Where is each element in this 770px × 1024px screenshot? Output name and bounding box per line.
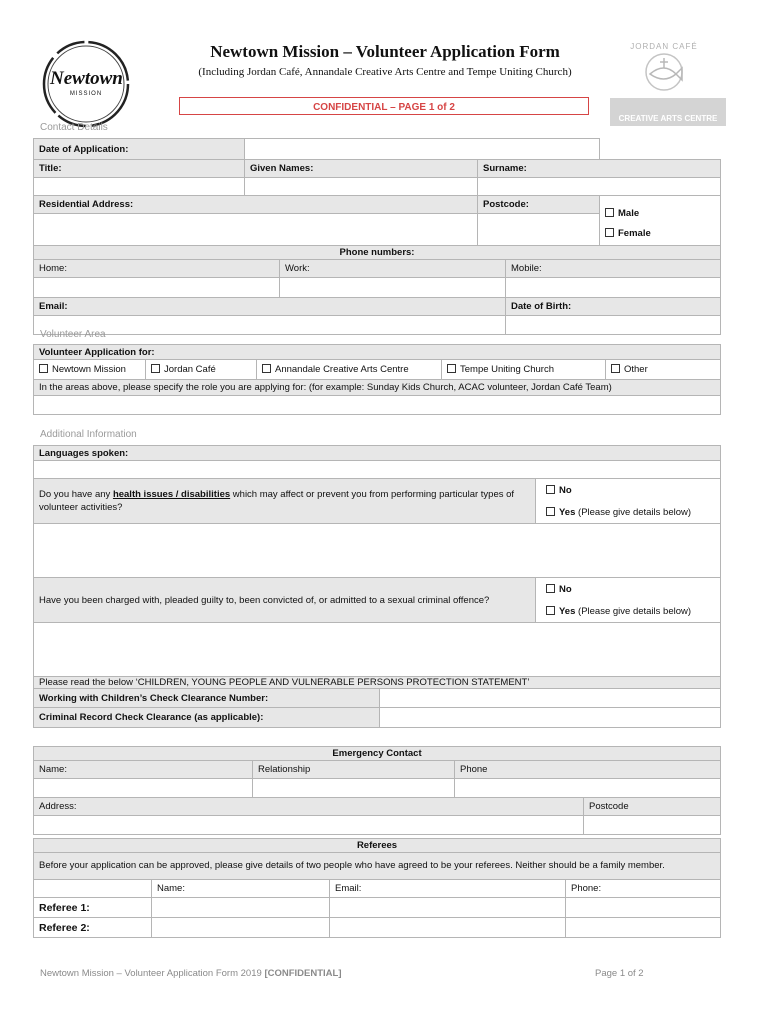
other-checkbox[interactable] [611, 364, 620, 373]
referee-1-phone-field[interactable] [566, 898, 721, 918]
given-names-label: Given Names: [245, 160, 478, 178]
yes-label: Yes [559, 605, 576, 617]
emergency-name-field[interactable] [34, 779, 253, 798]
postcode-label: Postcode: [478, 196, 600, 214]
yes-details-label: (Please give details below) [578, 605, 692, 617]
surname-label: Surname: [478, 160, 721, 178]
residential-address-field[interactable] [34, 214, 478, 246]
title-field[interactable] [34, 178, 245, 196]
logo-left-text: Newtown [50, 68, 123, 89]
charged-yes-checkbox[interactable] [546, 606, 555, 615]
confidential-banner [179, 97, 589, 115]
option-other[interactable] [606, 360, 721, 380]
referee-2-email-field[interactable] [330, 918, 566, 938]
health-question-text: Do you have any [39, 489, 113, 500]
newtown-mission-logo [40, 38, 132, 130]
acac-logo-text: CREATIVE ARTS CENTRE [618, 114, 718, 123]
no-label: No [559, 484, 572, 496]
health-no-checkbox[interactable] [546, 485, 555, 494]
emergency-contact-table [33, 746, 721, 835]
mobile-phone-field[interactable] [506, 278, 721, 298]
emergency-relationship-label: Relationship [253, 761, 455, 779]
option-acac[interactable] [257, 360, 442, 380]
male-option[interactable] [605, 208, 715, 228]
emergency-postcode-label: Postcode [584, 798, 721, 816]
logo-left-subtext: MISSION [69, 91, 103, 97]
date-of-application-field[interactable] [245, 139, 600, 160]
given-names-field[interactable] [245, 178, 478, 196]
section-contact-details: Contact Details [40, 122, 108, 133]
work-phone-label: Work: [280, 260, 506, 278]
footer-left [40, 968, 341, 979]
title-label: Title: [34, 160, 245, 178]
emergency-postcode-field[interactable] [584, 816, 721, 835]
languages-field[interactable] [34, 461, 721, 479]
referees-blank-header [34, 880, 152, 898]
criminal-check-field[interactable] [380, 708, 721, 728]
yes-details-label: (Please give details below) [578, 506, 692, 518]
read-statement: Please read the below ‘CHILDREN, YOUNG PEOPLE AND VULNERABLE PERSONS PROTECTION STATEMENT’ [34, 677, 721, 689]
jordan-cafe-checkbox[interactable] [151, 364, 160, 373]
emergency-heading: Emergency Contact [34, 747, 721, 761]
referee-phone-label: Phone: [566, 880, 721, 898]
application-for-label: Volunteer Application for: [34, 345, 721, 360]
male-checkbox[interactable] [605, 208, 614, 217]
dob-label: Date of Birth: [506, 298, 721, 316]
wwcc-label: Working with Children’s Check Clearance Number: [34, 689, 380, 708]
form-title: Newtown Mission – Volunteer Application Form [210, 42, 560, 61]
jordan-cafe-text: JORDAN CAFÉ [630, 42, 698, 51]
no-label: No [559, 583, 572, 595]
email-label: Email: [34, 298, 506, 316]
female-checkbox[interactable] [605, 228, 614, 237]
male-label: Male [618, 207, 640, 219]
referee-1-email-field[interactable] [330, 898, 566, 918]
referee-1-name-field[interactable] [152, 898, 330, 918]
footer-text: Newtown Mission – Volunteer Application Form 2019 [40, 968, 265, 979]
charged-details-field[interactable] [34, 623, 721, 677]
footer-page-number: Page 1 of 2 [595, 968, 644, 979]
work-phone-field[interactable] [280, 278, 506, 298]
charged-yes-option[interactable] [546, 606, 715, 617]
section-volunteer-area: Volunteer Area [40, 329, 106, 340]
home-phone-field[interactable] [34, 278, 280, 298]
option-label: Annandale Creative Arts Centre [275, 364, 409, 375]
emergency-name-label: Name: [34, 761, 253, 779]
home-phone-label: Home: [34, 260, 280, 278]
referee-2-name-field[interactable] [152, 918, 330, 938]
health-details-field[interactable] [34, 524, 721, 578]
health-yes-checkbox[interactable] [546, 507, 555, 516]
role-field[interactable] [34, 396, 721, 415]
referees-table [33, 838, 721, 938]
acac-logo [610, 98, 726, 126]
role-prompt: In the areas above, please specify the role you are applying for: (for example: Sunday Kids Church, ACAC volunteer, Jordan Café Team) [34, 380, 721, 396]
footer-confidential: [CONFIDENTIAL] [264, 968, 342, 979]
referees-intro: Before your application can be approved, please give details of two people who have agreed to be your referees. Neither should be a family member. [34, 853, 721, 880]
referee-2-phone-field[interactable] [566, 918, 721, 938]
emergency-phone-field[interactable] [455, 779, 721, 798]
health-issues-link: health issues / disabilities [112, 489, 231, 500]
female-option[interactable] [605, 228, 715, 239]
newtown-mission-checkbox[interactable] [39, 364, 48, 373]
tempe-uniting-checkbox[interactable] [447, 364, 456, 373]
languages-label: Languages spoken: [34, 446, 721, 461]
emergency-address-label: Address: [34, 798, 584, 816]
volunteer-area-table [33, 344, 721, 415]
surname-field[interactable] [478, 178, 721, 196]
phone-numbers-heading: Phone numbers: [34, 246, 721, 260]
date-of-application-label: Date of Application: [34, 139, 245, 160]
emergency-phone-label: Phone [455, 761, 721, 779]
contact-details-table [33, 138, 721, 335]
criminal-check-label: Criminal Record Check Clearance (as applicable): [34, 708, 380, 728]
emergency-address-field[interactable] [34, 816, 584, 835]
wwcc-field[interactable] [380, 689, 721, 708]
charged-no-checkbox[interactable] [546, 584, 555, 593]
referee-2-label: Referee 2: [34, 918, 152, 938]
health-question [34, 479, 536, 524]
health-yes-option[interactable] [546, 507, 715, 518]
gender-cell [600, 196, 721, 246]
option-label: Other [624, 364, 648, 375]
additional-info-table [33, 445, 721, 728]
form-subtitle: (Including Jordan Café, Annandale Creative Arts Centre and Tempe Uniting Church) [198, 66, 572, 78]
dob-field[interactable] [506, 316, 721, 335]
referee-1-label: Referee 1: [34, 898, 152, 918]
option-newtown-mission[interactable] [34, 360, 146, 380]
residential-address-label: Residential Address: [34, 196, 478, 214]
emergency-relationship-field[interactable] [253, 779, 455, 798]
health-answer-cell [536, 479, 721, 524]
mobile-phone-label: Mobile: [506, 260, 721, 278]
yes-label: Yes [559, 506, 576, 518]
option-label: Newtown Mission [52, 364, 126, 375]
charged-question: Have you been charged with, pleaded guilty to, been convicted of, or admitted to a sexual criminal offence? [34, 578, 536, 623]
referee-email-label: Email: [330, 880, 566, 898]
health-no-option[interactable] [546, 485, 715, 507]
charged-answer-cell [536, 578, 721, 623]
referee-name-label: Name: [152, 880, 330, 898]
female-label: Female [618, 227, 651, 239]
postcode-field[interactable] [478, 214, 600, 246]
option-label: Jordan Café [164, 364, 216, 375]
option-jordan-cafe[interactable] [146, 360, 257, 380]
option-tempe-uniting[interactable] [442, 360, 606, 380]
section-additional-info: Additional Information [40, 429, 137, 440]
health-question-text: which may affect or prevent you from performing particular types of volunteer activities? [39, 489, 515, 513]
acac-checkbox[interactable] [262, 364, 271, 373]
confidential-text: CONFIDENTIAL – PAGE 1 of 2 [313, 102, 455, 113]
option-label: Tempe Uniting Church [460, 364, 554, 375]
jordan-cafe-logo [628, 40, 700, 96]
charged-no-option[interactable] [546, 584, 715, 606]
referees-heading: Referees [34, 839, 721, 853]
